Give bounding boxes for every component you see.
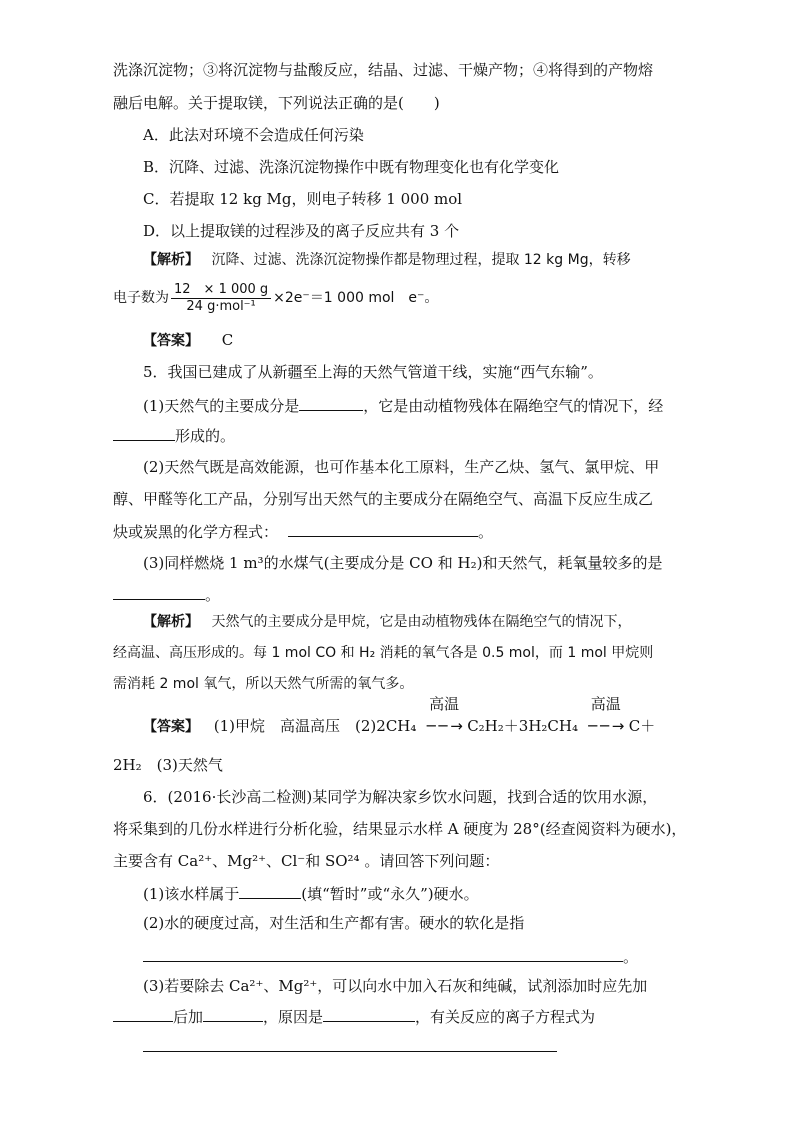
q5-analysis-line3: 需消耗 2 mol 氧气，所以天然气所需的氧气多。	[113, 676, 414, 692]
q4-fraction-denominator: 24 g·mol⁻¹	[186, 298, 256, 314]
q4-option-b: B．沉降、过滤、洗涤沉淀物操作中既有物理变化也有化学变化	[143, 158, 560, 176]
q6-part3-blank2[interactable]	[203, 1006, 263, 1022]
q4-fraction	[171, 282, 271, 315]
q6-part1-text-b: (填“暂时”或“永久”)硬水。	[301, 885, 479, 903]
q6-part3-text-b: 后加	[173, 1008, 204, 1026]
q5-answer-line	[143, 695, 656, 737]
q4-analysis-line2	[113, 280, 438, 316]
q5-answer-text-c: C＋	[628, 717, 656, 735]
q4-option-c: C．若提取 12 kg Mg，则电子转移 1 000 mol	[143, 190, 463, 208]
q5-analysis-text1: 天然气的主要成分是甲烷，它是由动植物残体在隔绝空气的情况下，	[211, 614, 632, 630]
q6-part3-line1: (3)若要除去 Ca²⁺、Mg²⁺，可以向水中加入石灰和纯碱，试剂添加时应先加	[143, 977, 648, 995]
q6-part2-end: 。	[623, 948, 639, 966]
q6-part2: (2)水的硬度过高，对生活和生产都有害。硬水的软化是指	[143, 914, 525, 932]
q4-analysis-text1: 沉降、过滤、洗涤沉淀物操作都是物理过程，提取 12 kg Mg，转移	[211, 252, 631, 268]
q4-option-d: D．以上提取镁的过程涉及的离子反应共有 3 个	[143, 222, 460, 240]
q5-part1-blank2[interactable]	[113, 425, 175, 441]
q4-analysis-label: 【解析】	[143, 252, 199, 268]
q5-part2-blank[interactable]	[288, 521, 478, 537]
q5-part1-text-b: ，它是由动植物残体在隔绝空气的情况下，经	[363, 397, 664, 415]
q6-part1-text-a: (1)该水样属于	[143, 885, 240, 903]
q5-part3-line1: (3)同样燃烧 1 m³的水煤气(主要成分是 CO 和 H₂)和天然气，耗氧量较多的是	[143, 554, 663, 572]
q5-part2-line2: 醇、甲醛等化工产品，分别写出天然气的主要成分在隔绝空气、高温下反应生成乙	[113, 490, 654, 508]
q6-part3-blank4[interactable]	[143, 1036, 557, 1052]
q6-stem-line3: 主要含有 Ca²⁺、Mg²⁺、Cl⁻和 SO²⁴ 。请回答下列问题：	[113, 852, 500, 870]
q5-part1-line1	[143, 395, 663, 416]
q4-answer-line	[143, 330, 233, 351]
q5-part2-text-c: 炔或炭黑的化学方程式：	[113, 523, 279, 541]
q6-part1	[143, 883, 479, 904]
q5-answer-label: 【答案】	[143, 719, 199, 735]
q6-stem-line1: 6．(2016·长沙高二检测)某同学为解决家乡饮水问题，找到合适的饮用水源，	[143, 788, 658, 806]
q4-analysis-line1	[143, 250, 631, 270]
q6-part3-line3	[143, 1036, 557, 1057]
q5-part2-line1: (2)天然气既是高效能源，也可作基本化工原料，生产乙炔、氢气、氯甲烷、甲	[143, 458, 660, 476]
q6-part2-answer-line	[143, 946, 638, 967]
q5-part3-text-b: 。	[205, 586, 221, 604]
q6-part1-blank[interactable]	[239, 883, 301, 899]
q6-part3-text-d: ，有关反应的离子方程式为	[415, 1008, 596, 1026]
q4-option-a: A．此法对环境不会造成任何污染	[143, 126, 364, 144]
q5-answer-line2: 2H₂ (3)天然气	[113, 756, 223, 774]
q5-answer-text-b: C₂H₂＋3H₂CH₄	[467, 717, 578, 735]
q5-analysis-line1	[143, 612, 631, 632]
q5-part1-text-c: 形成的。	[175, 427, 236, 445]
q5-answer-text-a: (1)甲烷 高温高压 (2)2CH₄	[213, 717, 417, 735]
q6-part3-blank3[interactable]	[323, 1006, 415, 1022]
q5-analysis-label: 【解析】	[143, 614, 199, 630]
q5-analysis-line2: 经高温、高压形成的。每 1 mol CO 和 H₂ 消耗的氧气各是 0.5 mol，而 1 mol 甲烷则	[113, 645, 654, 661]
q6-part2-blank[interactable]	[143, 946, 623, 962]
q6-part3-line2	[113, 1006, 595, 1027]
q4-stem-line2: 融后电解。关于提取镁，下列说法正确的是( )	[113, 94, 440, 112]
q4-answer-label: 【答案】	[143, 333, 199, 349]
q5-reaction-arrow-1: 高温 ─ ─ →	[421, 716, 467, 736]
q4-answer-value: C	[221, 331, 234, 349]
q6-part3-blank1[interactable]	[113, 1006, 173, 1022]
q5-reaction-arrow-2: 高温 ─ ─ →	[583, 716, 629, 736]
q5-stem: 5．我国已建成了从新疆至上海的天然气管道干线，实施“西气东输”。	[143, 363, 603, 381]
q5-part1-text-a: (1)天然气的主要成分是	[143, 397, 300, 415]
q4-stem-line1: 洗涤沉淀物；③将沉淀物与盐酸反应，结晶、过滤、干燥产物；④将得到的产物熔	[113, 61, 654, 79]
q4-analysis-prefix: 电子数为	[113, 290, 169, 306]
q5-part2-line3	[113, 521, 493, 542]
q4-fraction-numerator: 12 × 1 000 g	[171, 282, 271, 299]
q5-condition-2: 高温	[590, 695, 621, 713]
q5-part1-blank1[interactable]	[299, 395, 363, 411]
q5-condition-1: 高温	[429, 695, 460, 713]
q5-part3-blank[interactable]	[113, 584, 205, 600]
q5-part2-text-d: 。	[478, 523, 494, 541]
q5-part1-line2	[113, 425, 235, 446]
q4-analysis-suffix: ×2e⁻＝1 000 mol e⁻。	[273, 290, 439, 306]
q6-stem-line2: 将采集到的几份水样进行分析化验，结果显示水样 A 硬度为 28°(经查阅资料为硬水)，	[113, 820, 687, 838]
q6-part3-text-c: ，原因是	[263, 1008, 324, 1026]
q5-part3-line2	[113, 584, 220, 605]
